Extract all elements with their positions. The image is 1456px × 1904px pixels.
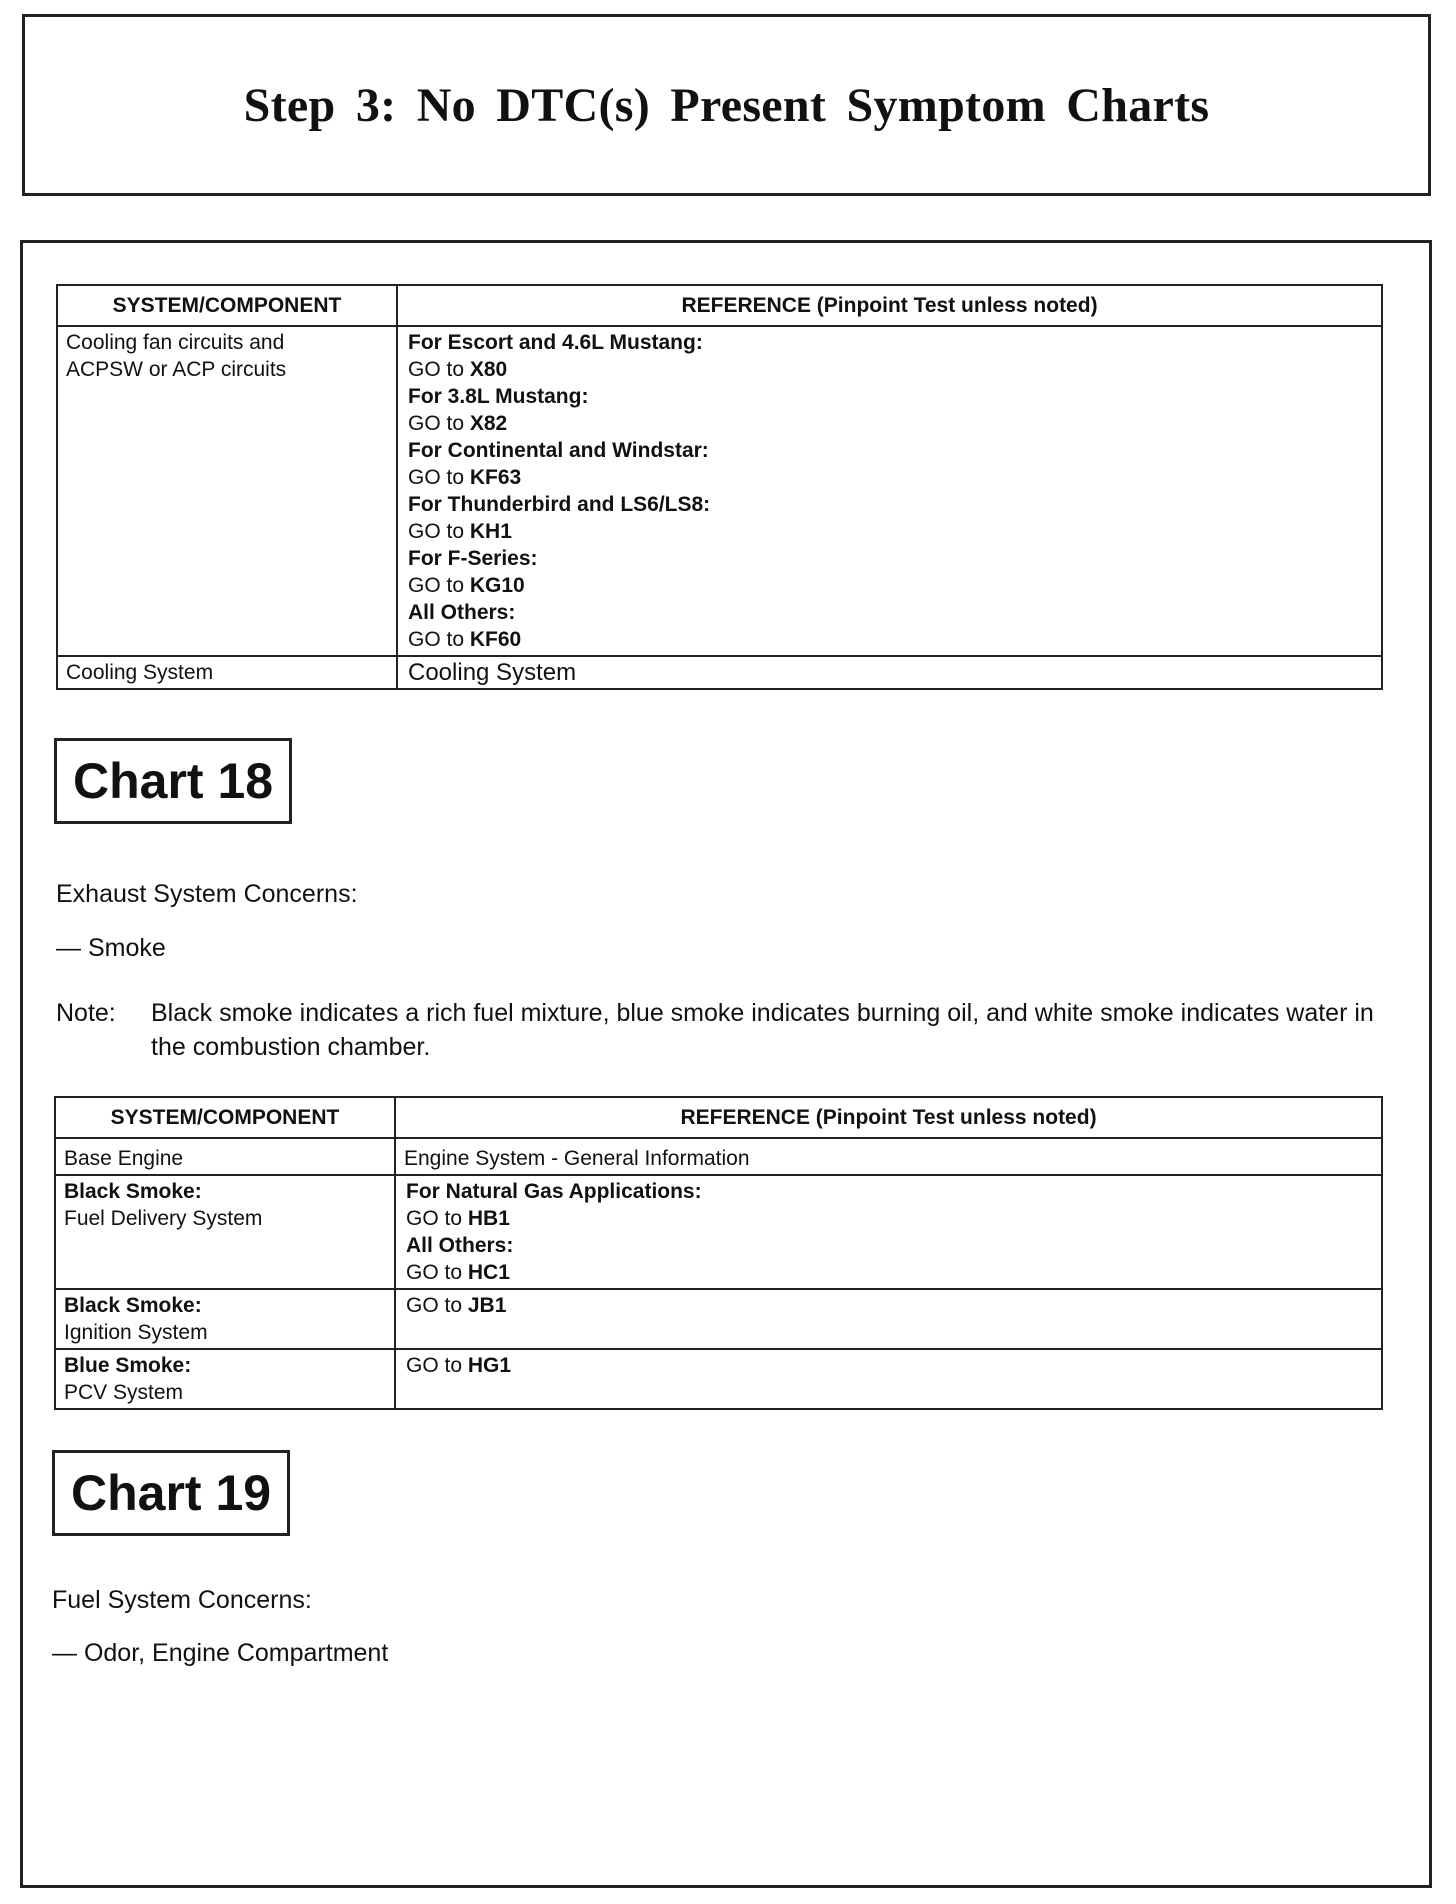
note-text: Black smoke indicates a rich fuel mixture, blue smoke indicates burning oil, and white smoke indicates water in the combustion chamber.: [151, 999, 1374, 1061]
reference-heading: For F-Series:: [408, 547, 538, 570]
system-text: Cooling fan circuits and: [66, 331, 285, 354]
system-bold-label: Black Smoke:: [64, 1294, 202, 1317]
header-reference: REFERENCE (Pinpoint Test unless noted): [395, 1097, 1382, 1138]
system-text: ACPSW or ACP circuits: [66, 358, 287, 381]
test-code: KF63: [469, 466, 522, 489]
goto-text: GO to: [406, 1207, 463, 1230]
table-row: [55, 1349, 1382, 1409]
chart-19-label: Chart 19: [52, 1450, 290, 1536]
test-code: HC1: [467, 1261, 510, 1284]
note-label: Note:: [56, 999, 116, 1027]
odor-item: — Odor, Engine Compartment: [52, 1639, 389, 1667]
system-cell: Base Engine: [55, 1138, 395, 1175]
page-header: [22, 14, 1431, 196]
system-cell: Cooling System: [57, 656, 397, 689]
system-bold-label: Black Smoke:: [64, 1180, 202, 1203]
system-text: PCV System: [64, 1381, 184, 1404]
reference-goto: [408, 410, 1373, 437]
reference-heading: All Others:: [406, 1234, 514, 1257]
system-text: Ignition System: [64, 1321, 208, 1344]
reference-cell: Cooling System: [397, 656, 1382, 689]
reference-heading: For Continental and Windstar:: [408, 439, 709, 462]
smoke-note: [56, 996, 1396, 1064]
reference-cell: [395, 1349, 1382, 1409]
header-system-component: SYSTEM/COMPONENT: [55, 1097, 395, 1138]
reference-goto: [406, 1205, 1373, 1232]
table-header-row: [57, 285, 1382, 326]
exhaust-reference-table: [54, 1096, 1383, 1410]
test-code: KH1: [469, 520, 512, 543]
system-cell: [55, 1175, 395, 1289]
test-code: HB1: [467, 1207, 510, 1230]
goto-text: GO to: [406, 1354, 463, 1377]
reference-heading: For Escort and 4.6L Mustang:: [408, 331, 703, 354]
test-code: X82: [469, 412, 508, 435]
table-row: [55, 1175, 1382, 1289]
goto-text: GO to: [408, 628, 465, 651]
reference-cell: [395, 1289, 1382, 1349]
system-cell: [55, 1289, 395, 1349]
table-row: [57, 326, 1382, 656]
reference-goto: [406, 1352, 1373, 1379]
header-system-component: SYSTEM/COMPONENT: [57, 285, 397, 326]
header-reference: REFERENCE (Pinpoint Test unless noted): [397, 285, 1382, 326]
table-row: [55, 1138, 1382, 1175]
table-row: [57, 656, 1382, 689]
test-code: JB1: [467, 1294, 507, 1317]
reference-goto: [406, 1259, 1373, 1286]
reference-goto: [408, 518, 1373, 545]
goto-text: GO to: [408, 358, 465, 381]
test-code: KG10: [469, 574, 525, 597]
table-row: [55, 1289, 1382, 1349]
reference-goto: [408, 464, 1373, 491]
reference-cell: [397, 326, 1382, 656]
smoke-item: — Smoke: [56, 934, 166, 962]
goto-text: GO to: [406, 1294, 463, 1317]
test-code: HG1: [467, 1354, 512, 1377]
system-cell: [57, 326, 397, 656]
goto-text: GO to: [406, 1261, 463, 1284]
reference-goto: [408, 626, 1373, 653]
test-code: X80: [469, 358, 508, 381]
chart-18-label: Chart 18: [54, 738, 292, 824]
reference-goto: [408, 572, 1373, 599]
goto-text: GO to: [408, 520, 465, 543]
test-code: KF60: [469, 628, 522, 651]
reference-heading: For Natural Gas Applications:: [406, 1180, 702, 1203]
reference-goto: [408, 356, 1373, 383]
reference-goto: [406, 1292, 1373, 1319]
system-bold-label: Blue Smoke:: [64, 1354, 192, 1377]
system-text: Fuel Delivery System: [64, 1207, 263, 1230]
reference-heading: For Thunderbird and LS6/LS8:: [408, 493, 711, 516]
goto-text: GO to: [408, 412, 465, 435]
reference-heading: All Others:: [408, 601, 516, 624]
cooling-reference-table: [56, 284, 1383, 690]
page-title: Step 3: No DTC(s) Present Symptom Charts: [243, 78, 1210, 132]
goto-text: GO to: [408, 574, 465, 597]
table-header-row: [55, 1097, 1382, 1138]
reference-cell: Engine System - General Information: [395, 1138, 1382, 1175]
exhaust-concerns-heading: Exhaust System Concerns:: [56, 880, 358, 908]
goto-text: GO to: [408, 466, 465, 489]
system-cell: [55, 1349, 395, 1409]
fuel-concerns-heading: Fuel System Concerns:: [52, 1586, 312, 1614]
reference-cell: [395, 1175, 1382, 1289]
reference-heading: For 3.8L Mustang:: [408, 385, 589, 408]
